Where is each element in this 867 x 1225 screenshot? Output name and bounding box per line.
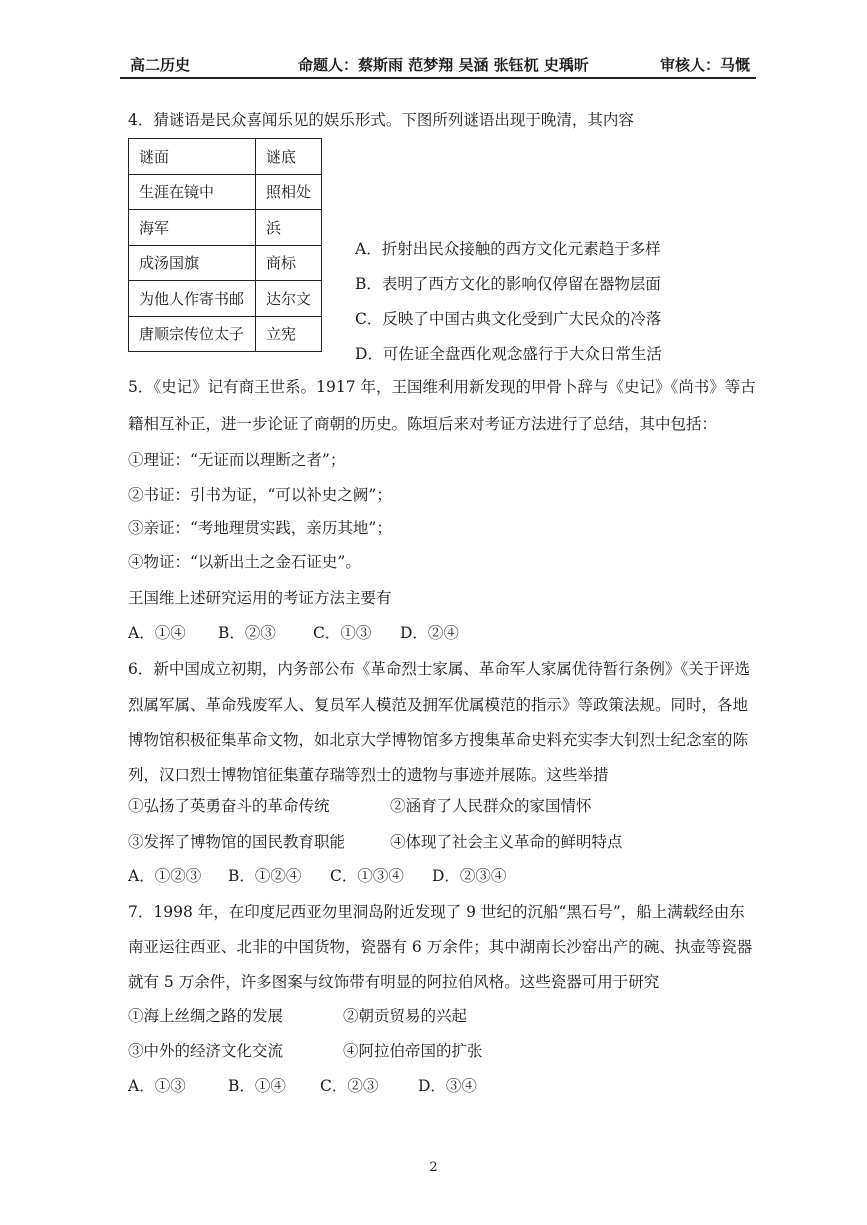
table-cell: 成汤国旗	[129, 245, 256, 281]
q5-stem-line-1: 5．《史记》记有商王世系。1917 年，王国维利用新发现的甲骨卜辞与《史记》《尚书》等古	[128, 378, 756, 396]
q7-item-2: ②朝贡贸易的兴起	[343, 1007, 468, 1025]
q5-item-2: ②书证：引书为证，“可以补史之阙”；	[128, 486, 392, 504]
q6-stem-line-1: 6．新中国成立初期，内务部公布《革命烈士家属、革命军人家属优待暂行条例》《关于评选	[128, 660, 751, 678]
q5-option-d: D．②④	[400, 624, 459, 642]
table-header-row	[129, 139, 322, 175]
q7-stem-line-2: 南亚运往西亚、北非的中国货物，瓷器有 6 万余件；其中湖南长沙窑出产的碗、执壶等瓷器	[128, 938, 753, 956]
q6-stem-line-3: 博物馆积极征集革命文物，如北京大学博物馆多方搜集革命史料充实李大钊烈士纪念室的陈	[128, 731, 749, 749]
q6-option-c: C．①③④	[330, 867, 404, 885]
q7-stem-line-1: 7．1998 年，在印度尼西亚勿里洞岛附近发现了 9 世纪的沉船“黑石号”，船上满载经由东	[128, 903, 745, 921]
table-header-cell: 谜底	[256, 139, 322, 175]
table-row	[129, 316, 322, 352]
q4-option-a: A．折射出民众接触的西方文化元素趋于多样	[355, 240, 661, 258]
q4-stem: 4．猜谜语是民众喜闻乐见的娱乐形式。下图所列谜语出现于晚清，其内容	[128, 111, 634, 129]
q4-option-c: C．反映了中国古典文化受到广大民众的冷落	[355, 310, 662, 328]
q5-stem-line-2: 籍相互补正，进一步论证了商朝的历史。陈垣后来对考证方法进行了总结，其中包括：	[128, 415, 718, 433]
table-row	[129, 245, 322, 281]
riddle-table	[128, 138, 322, 352]
reviewer-label: 审核人：马慨	[659, 56, 750, 74]
table-cell: 为他人作寄书邮	[129, 281, 256, 317]
q7-item-1: ①海上丝绸之路的发展	[128, 1007, 284, 1025]
q6-item-2: ②涵育了人民群众的家国情怀	[390, 797, 592, 815]
q7-option-b: B．①④	[228, 1077, 286, 1095]
q6-item-3: ③发挥了博物馆的国民教育职能	[128, 833, 346, 851]
table-cell: 立宪	[256, 316, 322, 352]
q5-option-b: B．②③	[218, 624, 276, 642]
table-header-cell: 谜面	[129, 139, 256, 175]
q6-item-1: ①弘扬了英勇奋斗的革命传统	[128, 797, 330, 815]
q7-option-c: C．②③	[320, 1077, 379, 1095]
page-header	[130, 52, 750, 78]
table-cell: 达尔文	[256, 281, 322, 317]
table-cell: 生涯在镜中	[129, 174, 256, 210]
q5-item-3: ③亲证：“考地理贯实践，亲历其地”；	[128, 519, 392, 537]
q5-item-4: ④物证：“以新出土之金石证史”。	[128, 553, 361, 571]
q5-question: 王国维上述研究运用的考证方法主要有	[128, 589, 392, 607]
page-number: 2	[429, 1160, 438, 1175]
q6-stem-line-4: 列，汉口烈士博物馆征集董存瑞等烈士的遗物与事迹并展陈。这些举措	[128, 766, 609, 784]
q7-option-a: A．①③	[128, 1077, 186, 1095]
q7-option-d: D．③④	[418, 1077, 477, 1095]
q6-option-a: A．①②③	[128, 867, 202, 885]
table-cell: 唐顺宗传位太子	[129, 316, 256, 352]
table-cell: 照相处	[256, 174, 322, 210]
table-cell: 浜	[256, 210, 322, 246]
table-row	[129, 281, 322, 317]
table-row	[129, 210, 322, 246]
table-cell: 商标	[256, 245, 322, 281]
table-cell: 海军	[129, 210, 256, 246]
authors-label: 命题人：蔡斯雨 范梦翔 吴涵 张钰杌 史瑀昕	[298, 56, 589, 74]
q5-option-a: A．①④	[128, 624, 186, 642]
q4-option-b: B．表明了西方文化的影响仅停留在器物层面	[355, 275, 661, 293]
q5-item-1: ①理证：“无证而以理断之者”；	[128, 451, 346, 469]
q5-option-c: C．①③	[313, 624, 372, 642]
q7-item-3: ③中外的经济文化交流	[128, 1042, 284, 1060]
q6-stem-line-2: 烈属军属、革命残废军人、复员军人模范及拥军优属模范的指示》等政策法规。同时，各地	[128, 696, 749, 714]
q6-item-4: ④体现了社会主义革命的鲜明特点	[390, 833, 623, 851]
q7-item-4: ④阿拉伯帝国的扩张	[343, 1042, 483, 1060]
q4-option-d: D．可佐证全盘西化观念盛行于大众日常生活	[355, 345, 662, 363]
table-row	[129, 174, 322, 210]
subject-label: 高二历史	[130, 56, 191, 74]
q7-stem-line-3: 就有 5 万余件，许多图案与纹饰带有明显的阿拉伯风格。这些瓷器可用于研究	[128, 973, 660, 991]
q6-option-b: B．①②④	[228, 867, 302, 885]
header-divider	[120, 77, 756, 79]
q6-option-d: D．②③④	[432, 867, 507, 885]
